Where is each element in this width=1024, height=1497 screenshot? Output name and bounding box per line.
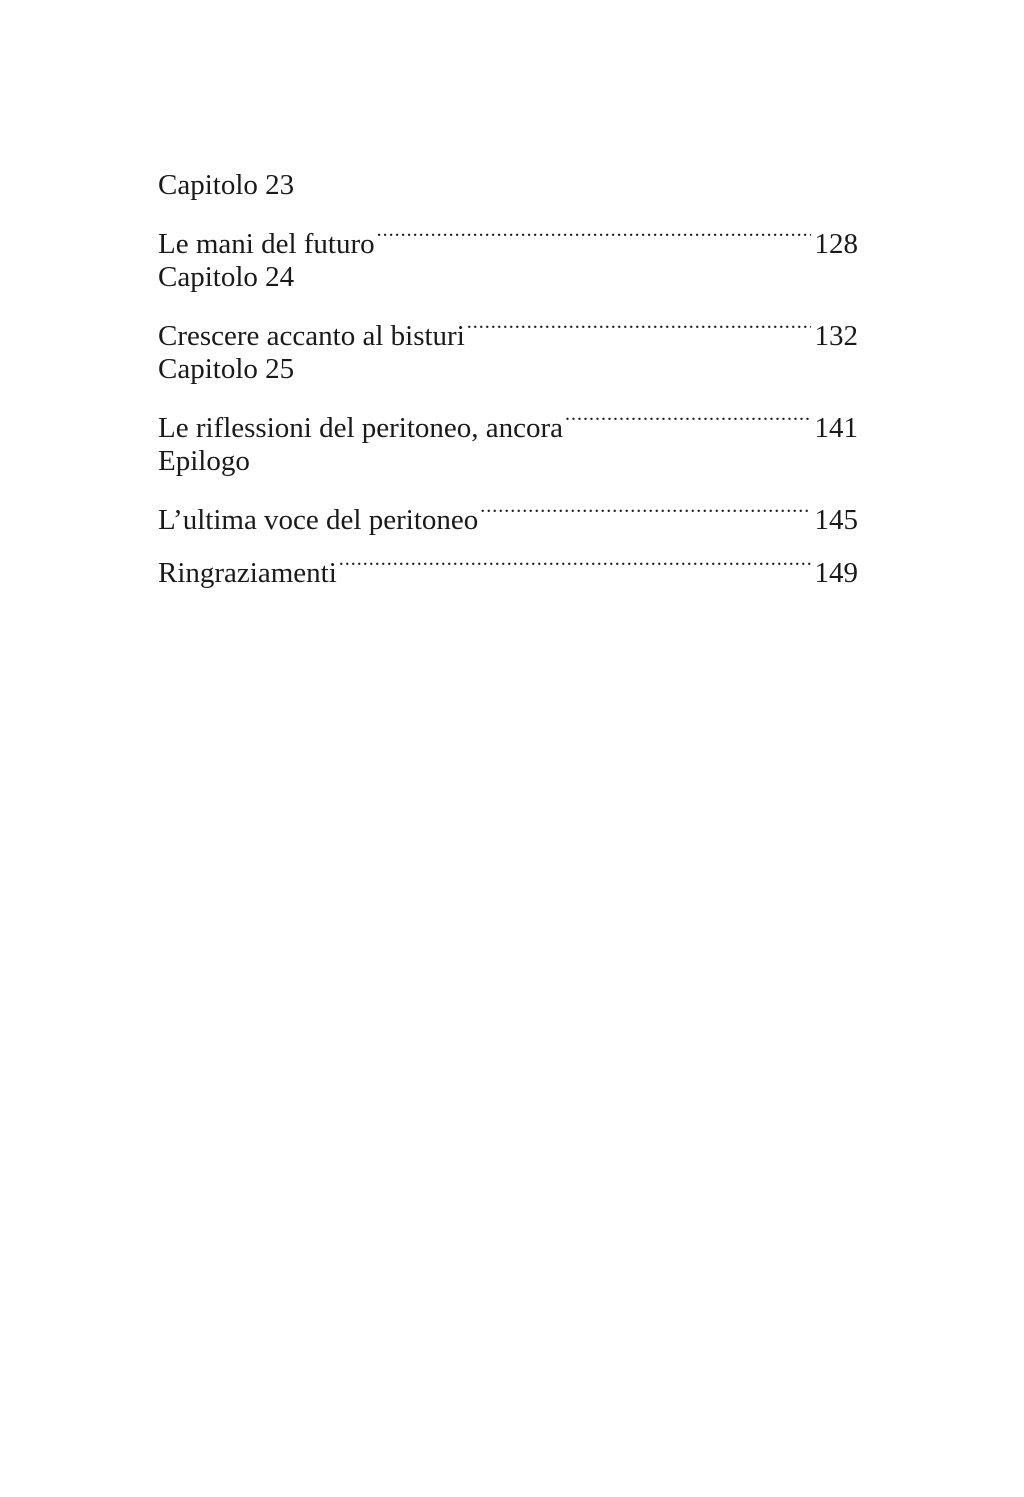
toc-entry (158, 255, 858, 352)
chapter-label: Capitolo 23 (158, 169, 295, 201)
page-number: 132 (814, 320, 858, 352)
chapter-title: Le mani del futuro (158, 228, 375, 260)
acknowledgements-title: Ringraziamenti (158, 557, 337, 589)
chapter-title: Le riflessioni del peritoneo, ancora (158, 412, 564, 444)
toc-line[interactable] (158, 537, 858, 589)
chapter-title: Crescere accanto al bisturi (158, 320, 465, 352)
dot-leader (377, 208, 811, 253)
table-of-contents (158, 163, 858, 589)
dot-leader (565, 392, 810, 437)
toc-line[interactable] (158, 392, 858, 444)
dot-leader (339, 537, 811, 582)
page-number: 149 (814, 557, 858, 589)
chapter-label: Capitolo 25 (158, 353, 295, 385)
toc-entry (158, 537, 858, 589)
page-number: 128 (814, 228, 858, 260)
chapter-label: Capitolo 24 (158, 261, 295, 293)
toc-entry (158, 439, 858, 536)
toc-line[interactable] (158, 300, 858, 352)
page-number: 141 (814, 412, 858, 444)
toc-entry (158, 163, 858, 260)
chapter-label: Epilogo (158, 445, 250, 477)
chapter-title: L’ultima voce del peritoneo (158, 504, 479, 536)
page-number: 145 (814, 504, 858, 536)
toc-entry (158, 347, 858, 444)
toc-line[interactable] (158, 208, 858, 260)
dot-leader (467, 300, 811, 345)
dot-leader (480, 484, 810, 529)
toc-line[interactable] (158, 484, 858, 536)
